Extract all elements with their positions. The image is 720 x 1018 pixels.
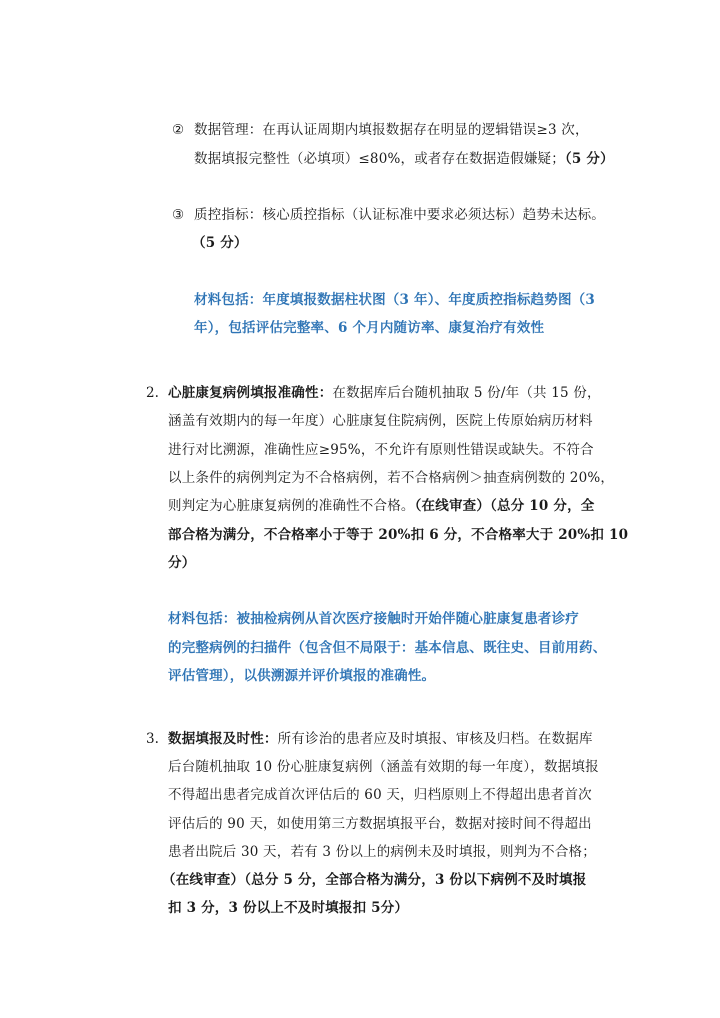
materials-2-line-3: 评估管理），以供溯源并评价填报的准确性。	[168, 668, 436, 684]
section-3-line-4: 评估后的 90 天，如使用第三方数据填报平台，数据对接时间不得超出	[168, 816, 592, 832]
section-3-line-7: 扣 3 分，3 份以上不及时填报扣 5分）	[168, 900, 409, 916]
materials-2-line-1: 材料包括：被抽检病例从首次医疗接触时开始伴随心脏康复患者诊疗	[168, 611, 579, 627]
materials-2-line-2: 的完整病例的扫描件（包含但不局限于：基本信息、既往史、目前用药、	[168, 640, 607, 656]
section-2-line-3: 进行对比溯源，准确性应≥95%，不允许有原则性错误或缺失。不符合	[168, 442, 594, 458]
item-2-score: （5 分）	[564, 151, 614, 167]
section-2-line-2: 涵盖有效期内的每一年度）心脏康复住院病例，医院上传原始病历材料	[168, 413, 593, 429]
section-3-line-1	[168, 730, 593, 748]
section-3-title: 数据填报及时性：	[168, 731, 278, 747]
item-2-marker: ②	[172, 122, 185, 138]
section-2-number: 2.	[146, 385, 159, 401]
item-2-line-2-text: 数据填报完整性（必填项）≤80%，或者存在数据造假嫌疑；	[194, 151, 565, 167]
item-3-score: （5 分）	[192, 235, 248, 251]
section-3-line-6: （在线审查）（总分 5 分，全部合格为满分，3 份以下病例不及时填报	[162, 872, 587, 888]
section-2-line-5	[168, 497, 595, 515]
section-3-line-2: 后台随机抽取 10 份心脏康复病例（涵盖有效期的每一年度），数据填报	[168, 759, 599, 775]
section-3-line-1-text: 所有诊治的患者应及时填报、审核及归档。在数据库	[277, 731, 593, 747]
section-3-line-3: 不得超出患者完成首次评估后的 60 天，归档原则上不得超出患者首次	[168, 787, 592, 803]
section-2-line-5-text: 则判定为心脏康复病例的准确性不合格。	[168, 498, 415, 514]
section-2-line-7: 分）	[168, 555, 196, 571]
section-2-line-6: 部合格为满分，不合格率小于等于 20%扣 6 分，不合格率大于 20%扣 10	[168, 527, 629, 543]
item-2-line-2	[194, 150, 614, 168]
section-2-title: 心脏康复病例填报准确性：	[168, 385, 333, 401]
materials-1-line-2: 年），包括评估完整率、6 个月内随访率、康复治疗有效性	[194, 320, 545, 336]
section-3-line-5: 患者出院后 30 天，若有 3 份以上的病例未及时填报，则判为不合格；	[168, 844, 596, 860]
section-2-line-1	[168, 384, 601, 402]
item-3-marker: ③	[172, 207, 185, 223]
item-3-line-1: 质控指标：核心质控指标（认证标准中要求必须达标）趋势未达标。	[194, 207, 605, 223]
section-3-number: 3.	[146, 731, 159, 747]
materials-1-line-1: 材料包括：年度填报数据柱状图（3 年）、年度质控指标趋势图（3	[194, 292, 595, 308]
section-2-line-4: 以上条件的病例判定为不合格病例，若不合格病例＞抽查病例数的 20%，	[168, 470, 615, 486]
section-2-review-score: （在线审查）（总分 10 分，全	[414, 498, 595, 514]
item-2-line-1: 数据管理：在再认证周期内填报数据存在明显的逻辑错误≥3 次，	[194, 122, 589, 138]
section-2-line-1-text: 在数据库后台随机抽取 5 份/年（共 15 份，	[332, 385, 601, 401]
